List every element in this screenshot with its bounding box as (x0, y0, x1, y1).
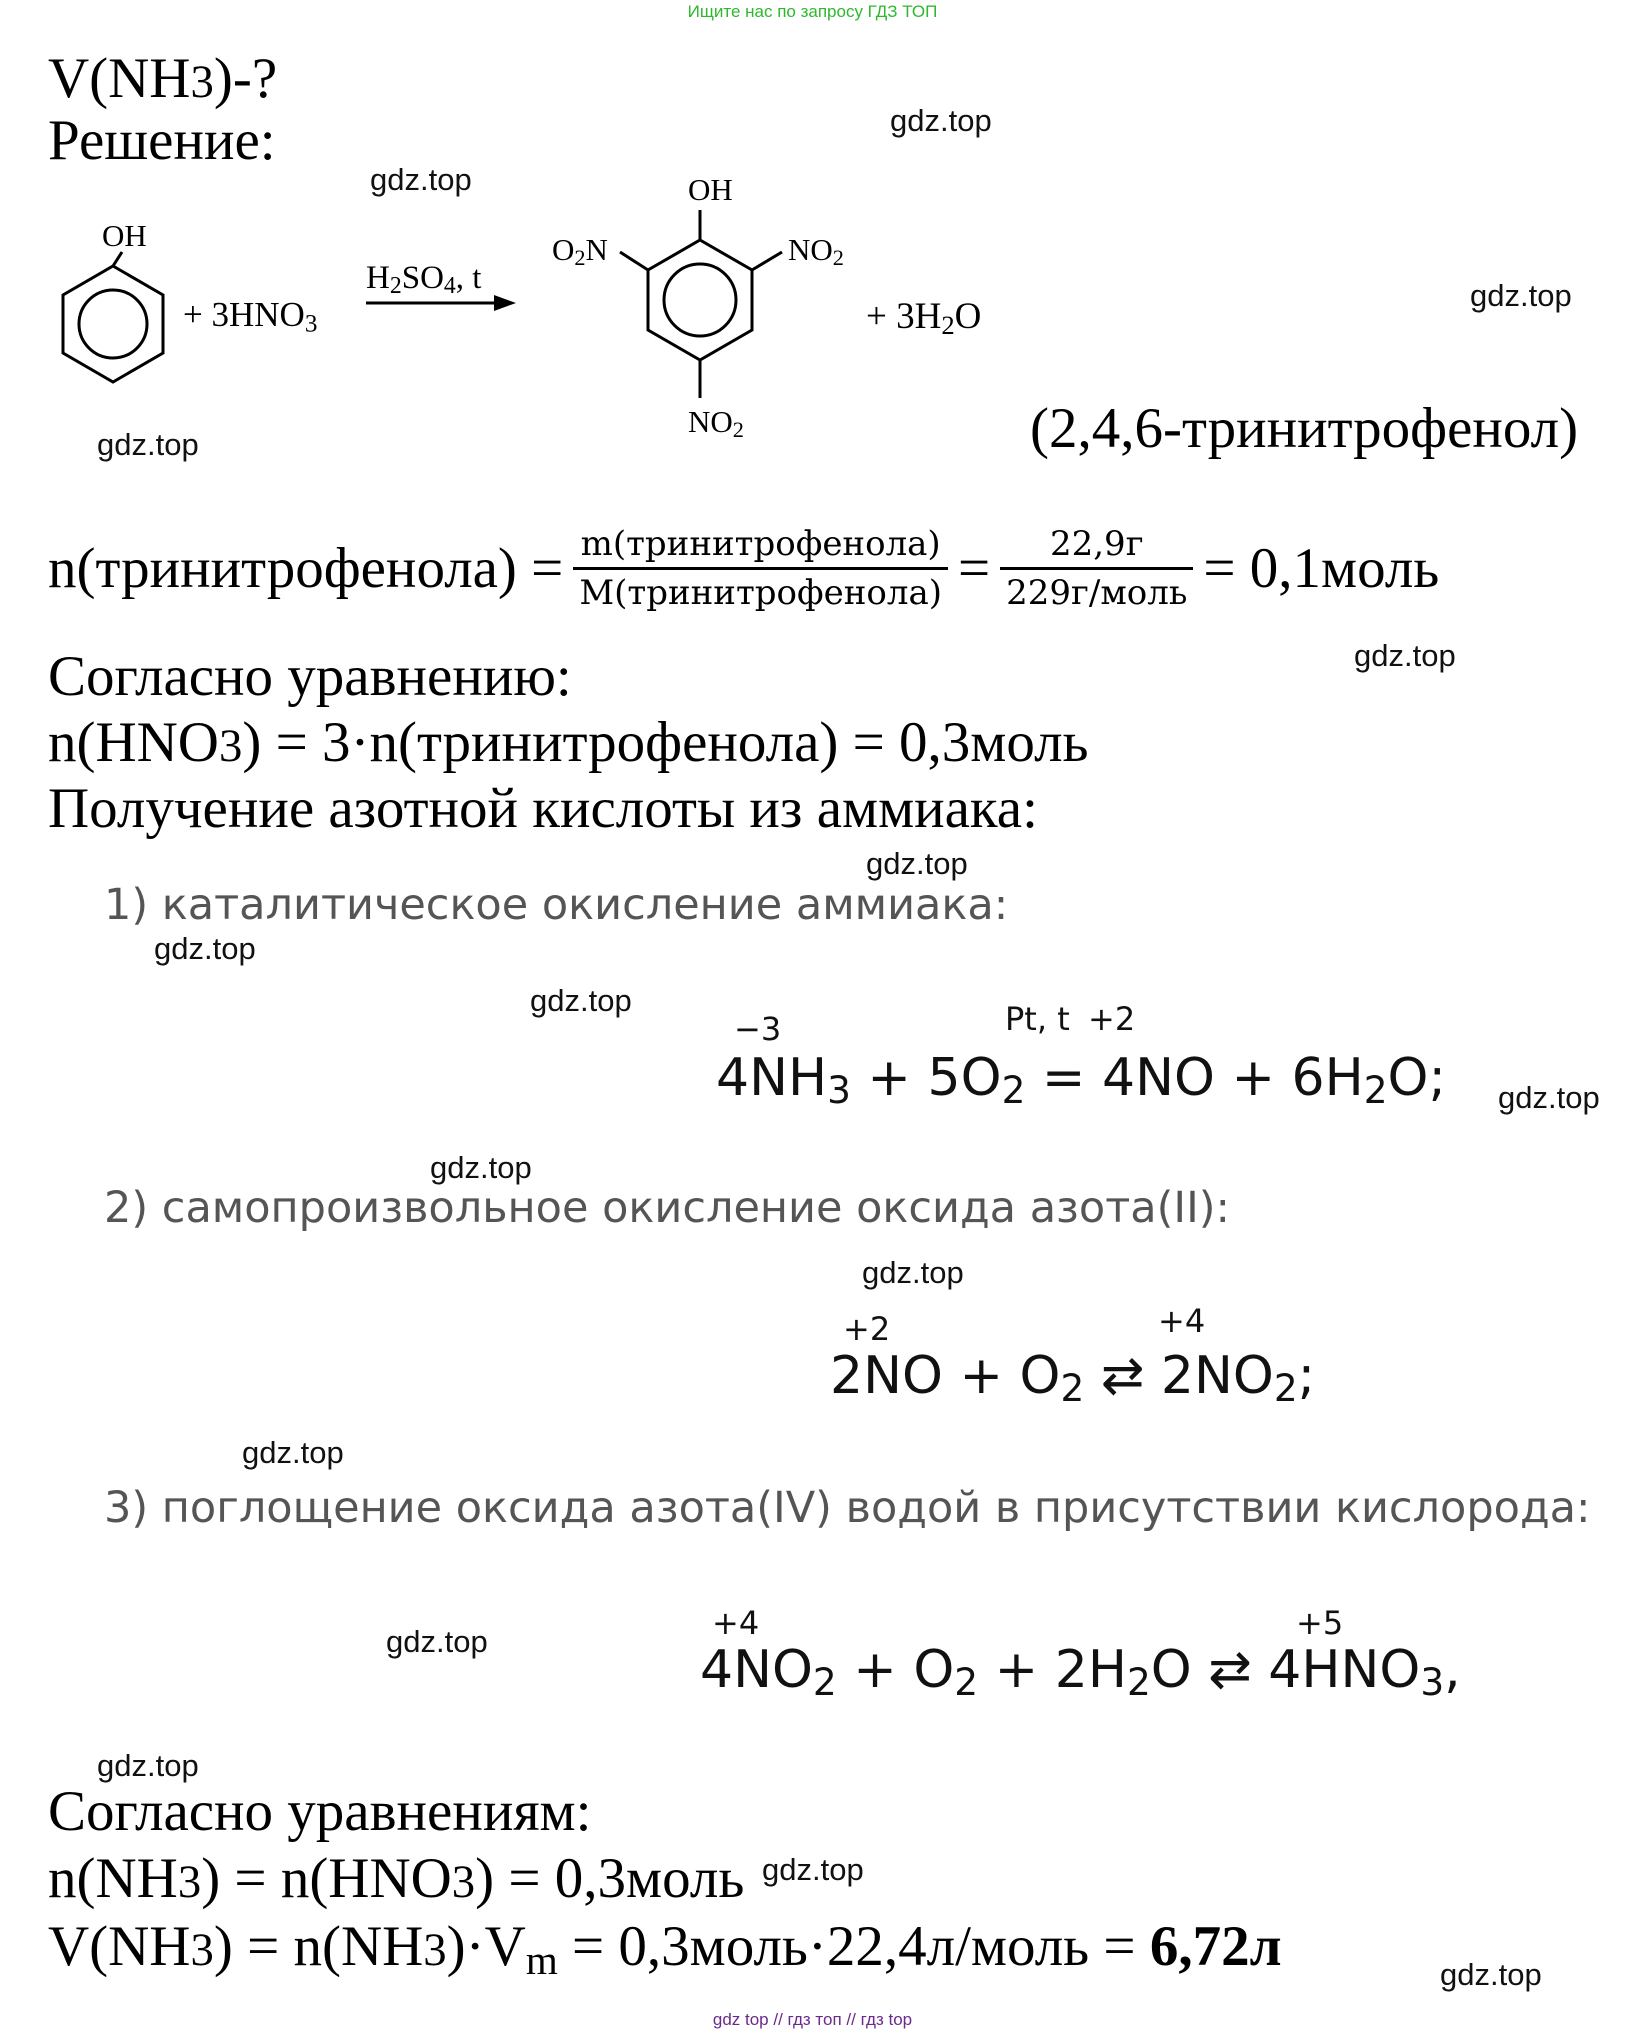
fraction-values: $\frac{22,9г}{\text{229г/моль}}$ (1000, 527, 1193, 610)
v-nh3-line: $V(NH3) = n(NH3)\cdot V_m$ = 0,3моль·22,4л/моль = 6,72л (48, 1915, 1282, 1984)
step3-equation: $4NO_2 + O_2 + 2H_2O$ ⇄ $4HNO_3$, (700, 1640, 1461, 1705)
footer-separator: // (773, 2010, 783, 2029)
plus-water: + $3H_2O$ (866, 296, 982, 340)
step3-ox-left: +4 (712, 1604, 760, 1642)
watermark: gdz.top (866, 846, 968, 881)
step2-label: 2) самопроизвольное окисление оксида азота(II): (104, 1183, 1231, 1233)
watermark: gdz.top (97, 427, 199, 462)
product-inner-circle (664, 264, 736, 336)
watermark: gdz.top (430, 1150, 532, 1185)
step1-label: 1) каталитическое окисление аммиака: (104, 880, 1009, 930)
step3-ox-right: +5 (1296, 1604, 1344, 1642)
watermark: gdz.top (762, 1852, 864, 1887)
catalyst-label: $H_2SO_4$, t (366, 260, 482, 300)
calc-n-trinitrophenol: n(тринитрофенола) = $\frac{\text{m(тринитрофенола)}}{\text{M(тринитрофенола)}}$ = $\frac{22,9г}{\text{229г/моль}}$ = 0,1моль (48, 524, 1440, 613)
by-equations-label: Согласно уравнениям: (48, 1780, 592, 1843)
watermark: gdz.top (154, 931, 256, 966)
fraction-mass: $\frac{\text{m(тринитрофенола)}}{\text{M(тринитрофенола)}}$ (573, 527, 948, 610)
by-equation-label: Согласно уравнению: (48, 645, 572, 708)
watermark: gdz.top (370, 162, 472, 197)
watermark: gdz.top (386, 1624, 488, 1659)
obtaining-label: Получение азотной кислоты из аммиака: (48, 777, 1038, 840)
watermark: gdz.top (97, 1748, 199, 1783)
step1-ox-left: −3 (734, 1010, 782, 1048)
step1-conditions: Pt, t (1005, 1000, 1070, 1038)
watermark: gdz.top (1440, 1957, 1542, 1992)
no2-bottom-label: $NO_2$ (688, 404, 744, 442)
step2-ox-right: +4 (1158, 1302, 1206, 1340)
footer-link-gdz-top[interactable]: gdz top (712, 2010, 769, 2029)
step1-equation: $4NH_3 + 5O_2 = 4NO + 6H_2O$; (716, 1048, 1446, 1113)
watermark: gdz.top (862, 1255, 964, 1290)
n-nh3-line: n(NH3) = n(HNO3) = 0,3моль (48, 1847, 745, 1910)
product-name: (2,4,6-тринитрофенол) (1030, 397, 1579, 460)
watermark: gdz.top (530, 983, 632, 1018)
watermark: gdz.top (1354, 638, 1456, 673)
footer-link-gdz-top-ru[interactable]: гдз топ (787, 2010, 842, 2029)
n-hno3-line: n(HNO3) = 3·n(тринитрофенола) = 0,3моль (48, 711, 1089, 774)
watermark: gdz.top (890, 103, 992, 138)
phenol-oh-label: OH (102, 218, 147, 253)
arrow-head (494, 295, 516, 311)
reaction-1 (0, 0, 1625, 480)
step2-ox-left: +2 (843, 1310, 891, 1348)
footer-link-gdz-top-mixed[interactable]: гдз top (860, 2010, 913, 2029)
no2-right-label: $NO_2$ (788, 232, 844, 270)
watermark: gdz.top (1470, 278, 1572, 313)
answer-value: 6,72л (1149, 1915, 1282, 1978)
product-oh-label: OH (688, 172, 733, 207)
solution-label: Решение: (48, 109, 276, 172)
given-line: V(NH3)-? (48, 47, 278, 110)
watermark: gdz.top (242, 1435, 344, 1470)
footer-separator: // (846, 2010, 856, 2029)
phenol-inner-circle (79, 290, 147, 358)
o2n-label: $O_2N$ (552, 232, 608, 270)
footer-links (0, 2010, 1625, 2030)
step3-label: 3) поглощение оксида азота(IV) водой в присутствии кислорода: (104, 1483, 1591, 1533)
step2-equation: $2NO + O_2$ ⇄ $2NO_2$; (830, 1346, 1316, 1411)
plus-hno3: + $3HNO_3$ (183, 295, 318, 338)
header-link[interactable]: Ищите нас по запросу ГДЗ ТОП (687, 2, 938, 21)
watermark: gdz.top (1498, 1080, 1600, 1115)
step1-ox-right: +2 (1088, 1000, 1136, 1038)
